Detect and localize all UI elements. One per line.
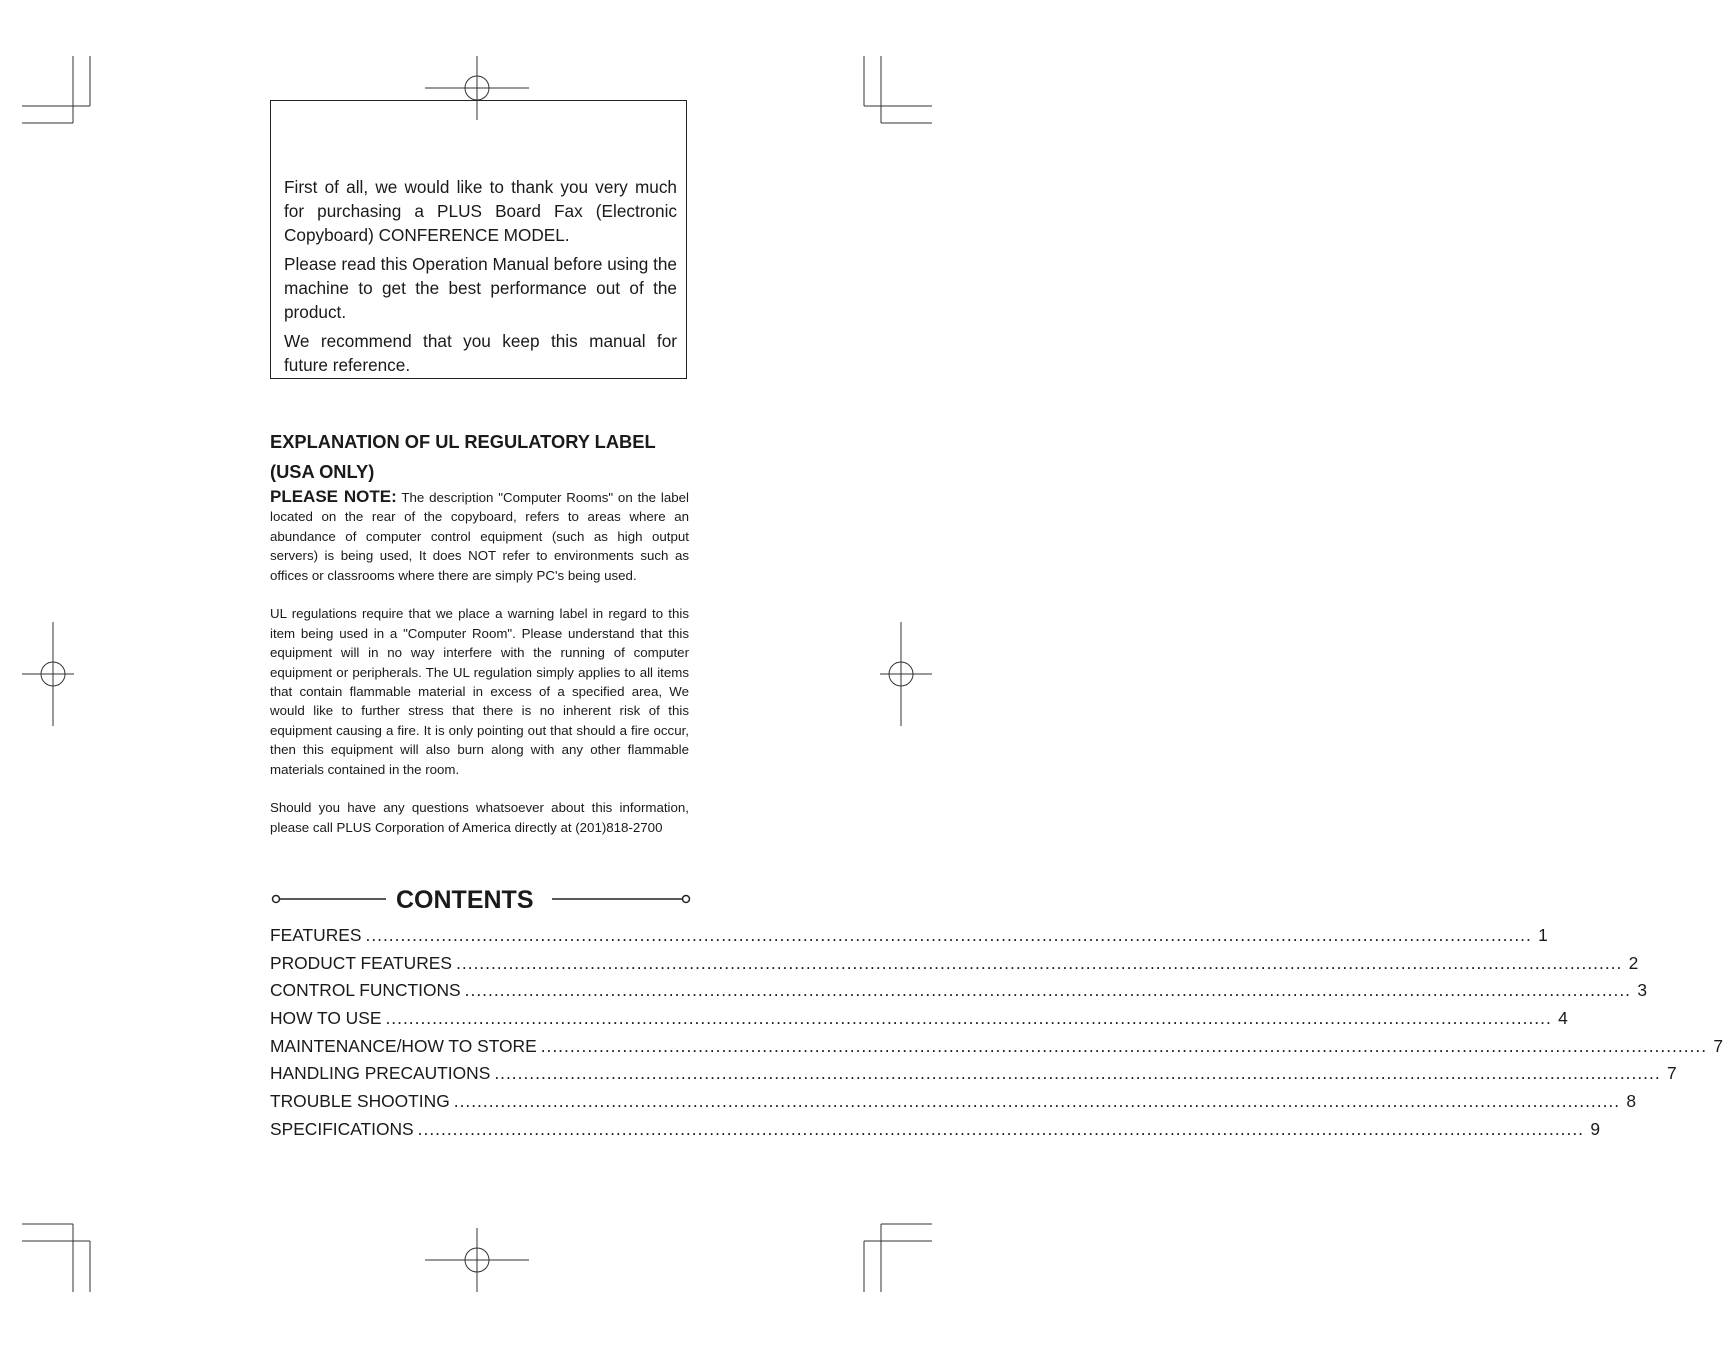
toc-entry-label: CONTROL FUNCTIONS [270,980,461,1001]
toc-leader-dots: ........................................................................................................................................................................................................ [385,1008,1552,1029]
toc-entry-page: 7 [1713,1035,1723,1056]
intro-paragraph-read-manual: Please read this Operation Manual before using the machine to get the best performance out of the product. [284,254,677,322]
toc-leader-dots: ........................................................................................................................................................................................................ [540,1035,1708,1056]
toc-entry-label: HOW TO USE [270,1008,382,1029]
ul-heading-line1: EXPLANATION OF UL REGULATORY LABEL [270,431,656,452]
toc-leader-dots: ........................................................................................................................................................................................................ [417,1118,1584,1139]
toc-entry-label: PRODUCT FEATURES [270,952,452,973]
toc-entry[interactable] [270,922,1548,950]
toc-entry-page: 7 [1666,1063,1677,1084]
intro-paragraph-keep-manual: We recommend that you keep this manual for future reference. [284,331,677,375]
table-of-contents [270,922,1723,1144]
toc-leader-dots: ........................................................................................................................................................................................................ [455,952,1623,973]
toc-leader-dots: ........................................................................................................................................................................................................ [494,1063,1661,1084]
please-note-text: The description "Computer Rooms" on the label located on the rear of the copyboard, refers to areas where an abundance of computer control equipment (such as high output servers) is being used, It does NOT refer to environments such as offices or classrooms where there are simply PC's being used. [270,490,689,583]
toc-entry[interactable] [270,1060,1677,1088]
toc-entry-label: TROUBLE SHOOTING [270,1091,450,1112]
toc-entry-page: 1 [1538,925,1548,945]
toc-entry-label: FEATURES [270,925,362,945]
toc-entry[interactable] [270,1116,1600,1144]
contents-title: CONTENTS [396,886,534,914]
toc-entry[interactable] [270,950,1639,978]
toc-entry[interactable] [270,1088,1637,1116]
ul-heading-line2: (USA ONLY) [270,461,375,482]
ul-regulation-paragraph: UL regulations require that we place a warning label in regard to this item being used in a "Computer Room". Please understand that this equipment will in no way interfere with the running of computer equipment or peripherals. The UL regulation simply applies to all items that contain flammable material in excess of a specified area, We would like to further stress that there is no inherent risk of this equipment causing a fire. It is only pointing out that should a fire occur, then this equipment will also burn along with any other flammable materials contained in the room. [270,606,689,777]
toc-entry-page: 2 [1628,952,1639,973]
toc-leader-dots: ........................................................................................................................................................................................................ [365,925,1532,945]
toc-entry-page: 4 [1558,1008,1568,1029]
toc-entry-page: 9 [1590,1118,1600,1139]
please-note-lead: PLEASE NOTE: [270,487,397,506]
intro-paragraph-thanks: First of all, we would like to thank you very much for purchasing a PLUS Board Fax (Electronic Copyboard) CONFERENCE MODEL. [284,177,677,245]
toc-entry-label: SPECIFICATIONS [270,1118,414,1139]
ul-contact-paragraph: Should you have any questions whatsoever about this information, please call PLUS Corporation of America directly at (201)818-2700 [270,800,689,835]
toc-leader-dots: ........................................................................................................................................................................................................ [453,1091,1621,1112]
toc-entry[interactable] [270,1033,1723,1061]
toc-entry[interactable] [270,977,1647,1005]
toc-entry-page: 3 [1637,980,1647,1001]
toc-entry[interactable] [270,1005,1568,1033]
toc-entry-label: MAINTENANCE/HOW TO STORE [270,1035,537,1056]
toc-entry-page: 8 [1626,1091,1637,1112]
toc-entry-label: HANDLING PRECAUTIONS [270,1063,491,1084]
toc-leader-dots: ........................................................................................................................................................................................................ [464,980,1631,1001]
